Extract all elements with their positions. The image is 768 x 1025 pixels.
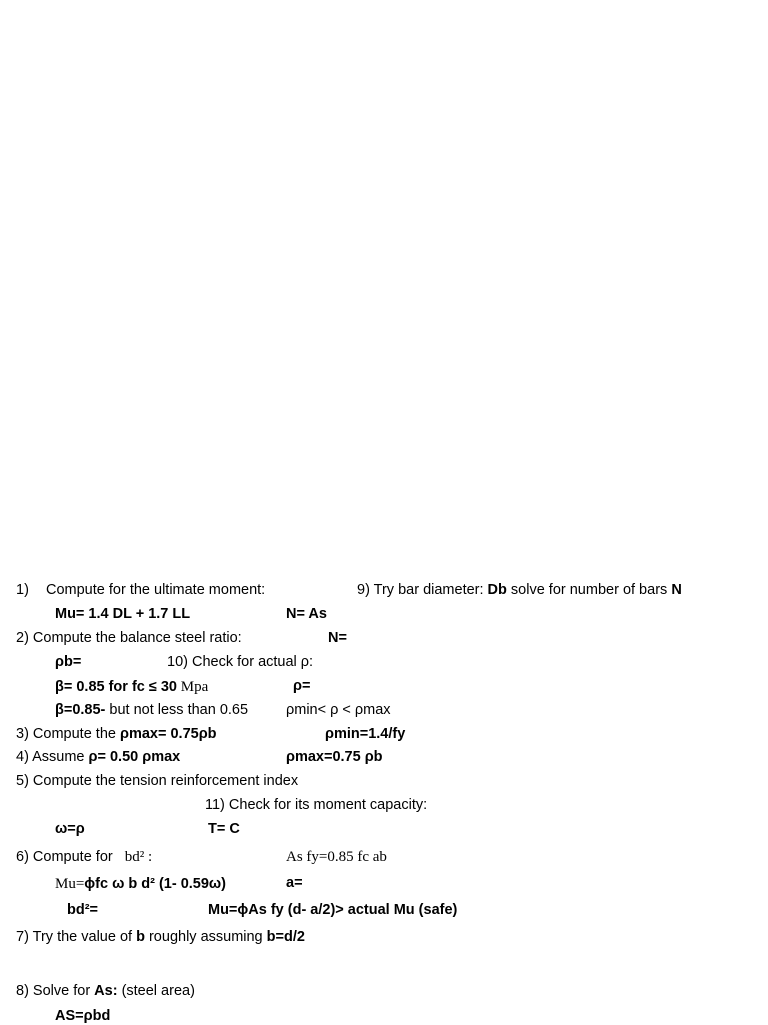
step-8-as: As: — [94, 983, 118, 999]
step-11-check: Mu=ϕAs fy (d- a/2)> actual Mu (safe) — [208, 902, 458, 918]
step-2-beta-2 — [55, 702, 248, 719]
step-8-rest: (steel area) — [117, 983, 195, 999]
step-7-mid: roughly assuming — [144, 929, 267, 945]
step-6-heading — [16, 848, 152, 866]
step-6-formula — [55, 875, 226, 893]
step-2-beta-2-rest: but not less than 0.65 — [105, 702, 249, 718]
step-10-rho-max: ρmax=0.75 ρb — [286, 749, 383, 765]
step-6-prefix: 6) Compute for — [16, 849, 113, 865]
step-6-formula-mu: Mu= — [55, 876, 85, 892]
step-5-heading: 5) Compute the tension reinforcement index — [16, 773, 299, 789]
step-2-beta-1-bold: β= 0.85 for fc ≤ 30 — [55, 679, 177, 695]
step-11-t-c: T= C — [208, 821, 240, 837]
step-2-beta-1 — [55, 678, 208, 696]
step-9-db: Db — [487, 582, 507, 598]
step-11-heading: 11) Check for its moment capacity: — [205, 797, 428, 813]
step-6-formula-body: ϕfc ω b d² (1- 0.59ω) — [84, 876, 227, 892]
step-10-range: ρmin< ρ < ρmax — [286, 702, 391, 718]
step-6-bd2-label: bd² : — [124, 849, 153, 865]
step-6-bd2: bd²= — [67, 902, 99, 918]
step-7-heading — [16, 929, 305, 946]
step-10-rho-min: ρmin=1.4/fy — [325, 726, 406, 742]
step-5-formula: ω=ρ — [55, 821, 85, 837]
step-9-heading — [357, 582, 682, 599]
step-8-formula: AS=ρbd — [55, 1008, 111, 1024]
step-7-prefix: 7) Try the value of — [16, 929, 137, 945]
step-4-prefix: 4) Assume — [16, 749, 89, 765]
step-2-heading: 2) Compute the balance steel ratio: — [16, 630, 242, 646]
step-4-formula: ρ= 0.50 ρmax — [88, 749, 181, 765]
step-9-n-as: N= As — [286, 606, 327, 622]
step-9-n-equals: N= — [328, 630, 347, 646]
step-1-formula: Mu= 1.4 DL + 1.7 LL — [55, 606, 191, 622]
step-11-a: a= — [286, 875, 303, 891]
step-8-heading — [16, 983, 195, 1000]
step-7-b: b — [136, 929, 145, 945]
step-3-prefix: 3) Compute the — [16, 726, 120, 742]
step-10-rho: ρ= — [293, 678, 311, 694]
step-8-prefix: 8) Solve for — [16, 983, 95, 999]
step-3-heading — [16, 726, 217, 743]
step-3-formula: ρmax= 0.75ρb — [119, 726, 217, 742]
step-2-rho-b: ρb= — [55, 654, 82, 670]
step-9-n: N — [671, 582, 682, 598]
step-11-equation: As fy=0.85 fc ab — [286, 849, 387, 865]
step-2-beta-1-unit: Mpa — [177, 679, 209, 695]
step-2-beta-2-bold: β=0.85- — [55, 702, 106, 718]
step-1-number: 1) — [16, 582, 29, 598]
step-4-heading — [16, 749, 180, 766]
step-9-prefix: 9) Try bar diameter: — [357, 582, 488, 598]
step-10-heading: 10) Check for actual ρ: — [167, 654, 314, 670]
step-9-mid: solve for number of bars — [506, 582, 672, 598]
step-7-assumption: b=d/2 — [266, 929, 305, 945]
step-1-heading: Compute for the ultimate moment: — [46, 582, 266, 598]
